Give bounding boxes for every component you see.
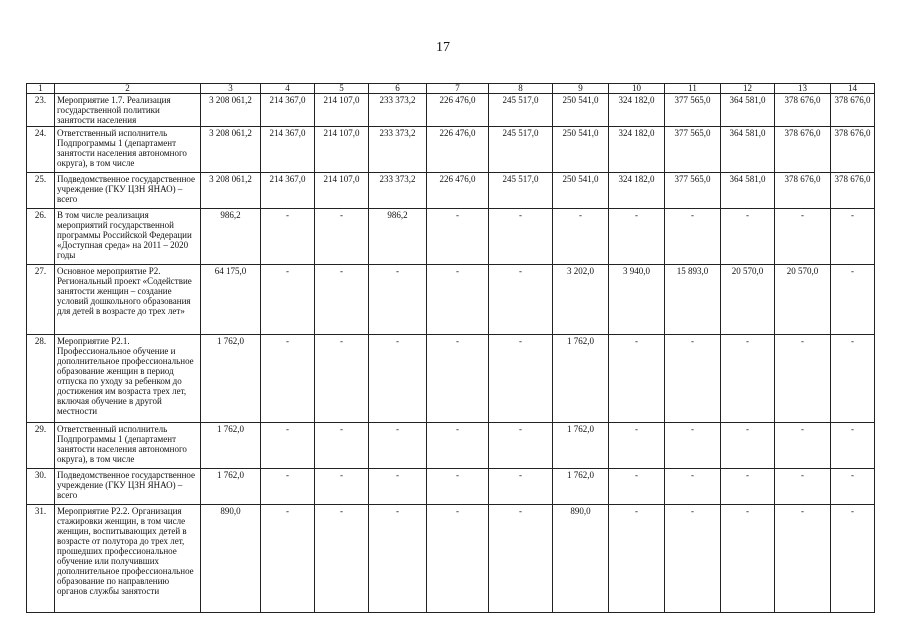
column-number: 9 — [553, 84, 609, 94]
value-cell: - — [369, 335, 427, 423]
table-row — [27, 469, 875, 505]
value-cell: 15 893,0 — [665, 265, 721, 335]
table-row — [27, 127, 875, 173]
value-cell: 1 762,0 — [553, 469, 609, 505]
row-number: 27. — [27, 265, 55, 335]
row-name: Мероприятие Р2.1. Профессиональное обучение и дополнительное профессиональное образование женщин в период отпуска по уходу за ребенком до достижения им возраста трех лет, включая обучение в другой местности — [55, 335, 201, 423]
value-cell: - — [609, 469, 665, 505]
value-cell: - — [665, 209, 721, 265]
row-number: 29. — [27, 423, 55, 469]
value-cell: - — [609, 423, 665, 469]
value-cell: 377 565,0 — [665, 127, 721, 173]
column-number: 2 — [55, 84, 201, 94]
value-cell: 324 182,0 — [609, 127, 665, 173]
budget-table — [26, 83, 875, 613]
value-cell: - — [721, 505, 775, 613]
value-cell: - — [665, 469, 721, 505]
table-row — [27, 265, 875, 335]
value-cell: - — [315, 423, 369, 469]
column-number: 12 — [721, 84, 775, 94]
value-cell: 364 581,0 — [721, 173, 775, 209]
value-cell: 3 202,0 — [553, 265, 609, 335]
value-cell: 1 762,0 — [553, 335, 609, 423]
value-cell: 378 676,0 — [831, 173, 875, 209]
value-cell: 233 373,2 — [369, 94, 427, 127]
value-cell: - — [489, 469, 553, 505]
value-cell: 214 367,0 — [261, 127, 315, 173]
value-cell: - — [665, 423, 721, 469]
column-number: 3 — [201, 84, 261, 94]
value-cell: - — [721, 209, 775, 265]
value-cell: 250 541,0 — [553, 127, 609, 173]
column-number: 5 — [315, 84, 369, 94]
value-cell: 986,2 — [201, 209, 261, 265]
table-row — [27, 94, 875, 127]
value-cell: 1 762,0 — [553, 423, 609, 469]
value-cell: - — [775, 469, 831, 505]
value-cell: 324 182,0 — [609, 94, 665, 127]
column-number: 13 — [775, 84, 831, 94]
value-cell: - — [427, 469, 489, 505]
value-cell: 3 208 061,2 — [201, 94, 261, 127]
value-cell: - — [775, 335, 831, 423]
value-cell: 364 581,0 — [721, 127, 775, 173]
value-cell: 3 940,0 — [609, 265, 665, 335]
value-cell: 378 676,0 — [775, 127, 831, 173]
value-cell: - — [721, 423, 775, 469]
value-cell: 377 565,0 — [665, 173, 721, 209]
value-cell: - — [369, 265, 427, 335]
value-cell: - — [831, 423, 875, 469]
value-cell: 214 107,0 — [315, 94, 369, 127]
value-cell: 890,0 — [553, 505, 609, 613]
row-number: 26. — [27, 209, 55, 265]
value-cell: - — [369, 469, 427, 505]
value-cell: - — [609, 505, 665, 613]
row-name: В том числе реализация мероприятий государственной программы Российской Федерации «Доступная среда» на 2011 – 2020 годы — [55, 209, 201, 265]
value-cell: 378 676,0 — [831, 127, 875, 173]
value-cell: 214 367,0 — [261, 173, 315, 209]
column-number: 10 — [609, 84, 665, 94]
value-cell: - — [427, 209, 489, 265]
column-number: 1 — [27, 84, 55, 94]
row-number: 24. — [27, 127, 55, 173]
header-row — [27, 84, 875, 94]
value-cell: - — [315, 469, 369, 505]
value-cell: - — [369, 505, 427, 613]
column-number: 8 — [489, 84, 553, 94]
row-name: Мероприятие Р2.2. Организация стажировки женщин, в том числе женщин, воспитывающих детей в возрасте от полутора до трех лет, прошедших профессиональное обучение или получивших дополнительное профессиональное образование по направлению органов службы занятости — [55, 505, 201, 613]
row-number: 25. — [27, 173, 55, 209]
value-cell: 245 517,0 — [489, 173, 553, 209]
value-cell: 3 208 061,2 — [201, 173, 261, 209]
row-name: Ответственный исполнитель Подпрограммы 1 (департамент занятости населения автономного округа), в том числе — [55, 127, 201, 173]
column-number: 14 — [831, 84, 875, 94]
value-cell: - — [775, 209, 831, 265]
value-cell: 378 676,0 — [831, 94, 875, 127]
value-cell: 377 565,0 — [665, 94, 721, 127]
value-cell: - — [489, 265, 553, 335]
value-cell: - — [427, 505, 489, 613]
row-number: 30. — [27, 469, 55, 505]
row-name: Подведомственное государственное учреждение (ГКУ ЦЗН ЯНАО) – всего — [55, 173, 201, 209]
table-row — [27, 173, 875, 209]
value-cell: - — [609, 209, 665, 265]
value-cell: 250 541,0 — [553, 173, 609, 209]
value-cell: - — [489, 423, 553, 469]
value-cell: 214 107,0 — [315, 173, 369, 209]
page-number: 17 — [436, 40, 450, 55]
value-cell: - — [775, 423, 831, 469]
column-number: 6 — [369, 84, 427, 94]
value-cell: 233 373,2 — [369, 173, 427, 209]
value-cell: - — [831, 335, 875, 423]
row-name: Мероприятие 1.7. Реализация государственной политики занятости населения — [55, 94, 201, 127]
value-cell: 324 182,0 — [609, 173, 665, 209]
value-cell: - — [261, 209, 315, 265]
value-cell: 245 517,0 — [489, 127, 553, 173]
table-row — [27, 335, 875, 423]
value-cell: - — [489, 209, 553, 265]
value-cell: - — [721, 469, 775, 505]
value-cell: 226 476,0 — [427, 127, 489, 173]
value-cell: - — [489, 505, 553, 613]
value-cell: - — [489, 335, 553, 423]
value-cell: - — [831, 505, 875, 613]
value-cell: - — [427, 265, 489, 335]
value-cell: - — [261, 505, 315, 613]
value-cell: - — [427, 335, 489, 423]
value-cell: 1 762,0 — [201, 335, 261, 423]
row-name: Подведомственное государственное учреждение (ГКУ ЦЗН ЯНАО) – всего — [55, 469, 201, 505]
value-cell: 233 373,2 — [369, 127, 427, 173]
value-cell: - — [315, 265, 369, 335]
table-row — [27, 423, 875, 469]
row-name: Основное мероприятие Р2. Региональный проект «Содействие занятости женщин – создание условий дошкольного образования для детей в возрасте до трех лет» — [55, 265, 201, 335]
value-cell: 890,0 — [201, 505, 261, 613]
value-cell: - — [665, 335, 721, 423]
row-number: 28. — [27, 335, 55, 423]
value-cell: - — [261, 335, 315, 423]
row-number: 31. — [27, 505, 55, 613]
column-number: 11 — [665, 84, 721, 94]
value-cell: 3 208 061,2 — [201, 127, 261, 173]
column-number: 7 — [427, 84, 489, 94]
value-cell: 226 476,0 — [427, 173, 489, 209]
value-cell: 64 175,0 — [201, 265, 261, 335]
value-cell: 20 570,0 — [721, 265, 775, 335]
value-cell: - — [721, 335, 775, 423]
value-cell: 986,2 — [369, 209, 427, 265]
value-cell: - — [261, 469, 315, 505]
value-cell: - — [831, 469, 875, 505]
value-cell: - — [831, 209, 875, 265]
value-cell: - — [315, 209, 369, 265]
value-cell: 1 762,0 — [201, 423, 261, 469]
value-cell: - — [261, 423, 315, 469]
value-cell: 364 581,0 — [721, 94, 775, 127]
table-row — [27, 505, 875, 613]
row-number: 23. — [27, 94, 55, 127]
value-cell: - — [427, 423, 489, 469]
value-cell: - — [609, 335, 665, 423]
value-cell: - — [261, 265, 315, 335]
value-cell: - — [315, 505, 369, 613]
value-cell: 226 476,0 — [427, 94, 489, 127]
value-cell: 378 676,0 — [775, 173, 831, 209]
value-cell: - — [831, 265, 875, 335]
value-cell: - — [369, 423, 427, 469]
row-name: Ответственный исполнитель Подпрограммы 1 (департамент занятости населения автономного округа), в том числе — [55, 423, 201, 469]
value-cell: - — [665, 505, 721, 613]
column-number: 4 — [261, 84, 315, 94]
value-cell: 20 570,0 — [775, 265, 831, 335]
value-cell: - — [315, 335, 369, 423]
value-cell: - — [775, 505, 831, 613]
value-cell: 250 541,0 — [553, 94, 609, 127]
value-cell: 214 107,0 — [315, 127, 369, 173]
value-cell: 245 517,0 — [489, 94, 553, 127]
value-cell: 378 676,0 — [775, 94, 831, 127]
value-cell: 1 762,0 — [201, 469, 261, 505]
table-row — [27, 209, 875, 265]
value-cell: - — [553, 209, 609, 265]
value-cell: 214 367,0 — [261, 94, 315, 127]
